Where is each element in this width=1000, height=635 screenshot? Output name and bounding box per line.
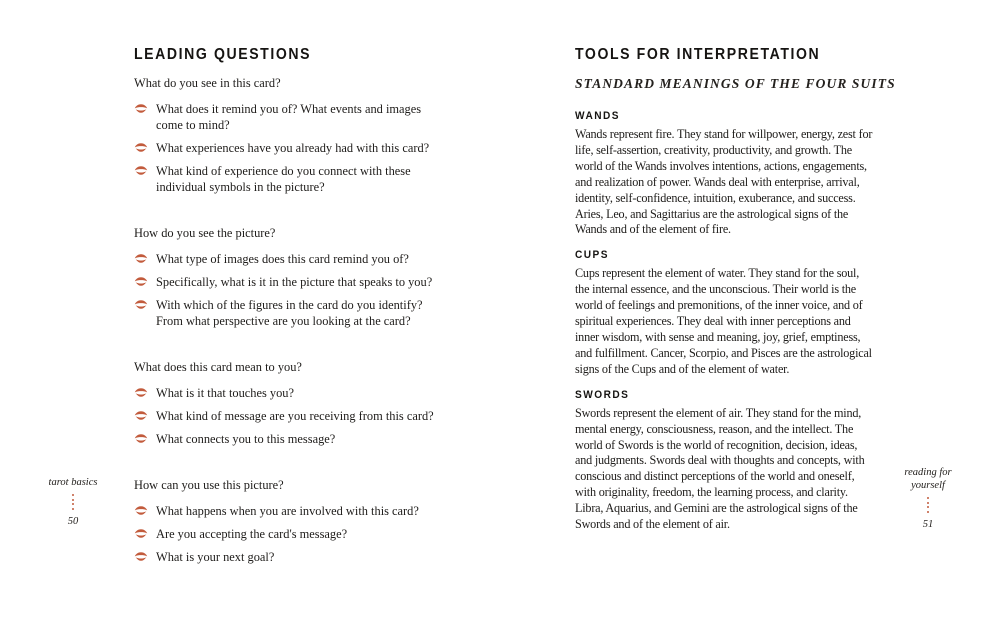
question-text: What connects you to this message? — [156, 432, 336, 446]
right-margin-footer — [886, 466, 970, 531]
list-item — [134, 274, 440, 290]
right-page-title: TOOLS FOR INTERPRETATION — [575, 46, 821, 63]
fan-bullet-icon — [134, 552, 148, 561]
question-list — [134, 101, 440, 195]
fan-bullet-icon — [134, 277, 148, 286]
question-text: Specifically, what is it in the picture that speaks to you? — [156, 275, 433, 289]
question-list — [134, 503, 440, 565]
question-text: Are you accepting the card's message? — [156, 527, 348, 541]
dotted-divider — [28, 494, 118, 510]
question-list — [134, 385, 440, 447]
question-text: What type of images does this card remind you of? — [156, 252, 409, 266]
fan-bullet-icon — [134, 506, 148, 515]
question-text: What is your next goal? — [156, 550, 275, 564]
question-text: What does it remind you of? What events and images come to mind? — [156, 102, 422, 132]
list-item — [134, 431, 440, 447]
list-item — [134, 251, 440, 267]
right-page — [575, 46, 896, 544]
suit-body-wands: Wands represent fire. They stand for willpower, energy, zest for life, self-assertion, creativity, productivity, and growth. The world of the Wands involves intentions, actions, engagements, and realization of power. Wands deal with enterprise, arrival, identity, self-confidence, intuition, exuberance, and success. Aries, Leo, and Sagittarius are the astrological signs of the Wands and of the element of fire. — [575, 127, 873, 237]
page-number: 51 — [922, 518, 934, 530]
question-text: What kind of message are you receiving from this card? — [156, 409, 434, 423]
fan-bullet-icon — [134, 104, 148, 113]
right-page-subtitle: STANDARD MEANINGS OF THE FOUR SUITS — [575, 76, 896, 91]
fan-bullet-icon — [134, 411, 148, 420]
suit-heading-wands: WANDS — [575, 110, 621, 122]
question-intro: How do you see the picture? — [134, 226, 276, 240]
dotted-divider — [886, 497, 970, 513]
left-page-title: LEADING QUESTIONS — [134, 46, 312, 63]
question-text: What is it that touches you? — [156, 386, 294, 400]
question-text: With which of the figures in the card do you identify? From what perspective are you looking at the card? — [156, 298, 423, 328]
running-head: tarot basics — [48, 477, 98, 488]
question-intro: What does this card mean to you? — [134, 360, 302, 374]
fan-bullet-icon — [134, 300, 148, 309]
list-item — [134, 526, 440, 542]
left-margin-footer — [28, 476, 118, 528]
fan-bullet-icon — [134, 388, 148, 397]
list-item — [134, 385, 440, 401]
fan-bullet-icon — [134, 254, 148, 263]
suit-heading-swords: SWORDS — [575, 388, 630, 401]
left-page — [134, 46, 440, 596]
suit-body-cups: Cups represent the element of water. They stand for the soul, the internal essence, and the unconscious. Their world is the world of feelings and premonitions, of the inner voice, and of spiritual experiences. They deal with inner perceptions and inner wisdom, with sense and meaning, joy, grief, emptiness, and fulfillment. Cancer, Scorpio, and Pisces are the astrological signs of the Cups and of the element of water. — [575, 266, 872, 376]
question-text: What kind of experience do you connect with these individual symbols in the picture? — [156, 164, 411, 194]
suit-body-swords: Swords represent the element of air. They stand for the mind, mental energy, consciousness, reason, and the intellect. The world of Swords is the world of recognition, decision, ideas, and judgments. Swords deal with thoughts and concepts, with conscious and distinct perceptions of the world and oneself, with originality, freedom, the learning process, and clarity. Libra, Aquarius, and Gemini are the astrological signs of the Swords and of the element of air. — [575, 405, 865, 532]
list-item — [134, 408, 440, 424]
page-number: 50 — [67, 515, 79, 527]
question-text: What experiences have you already had with this card? — [156, 141, 430, 155]
list-item — [134, 140, 440, 156]
question-intro: What do you see in this card? — [134, 76, 281, 90]
fan-bullet-icon — [134, 434, 148, 443]
list-item — [134, 101, 440, 133]
list-item — [134, 549, 440, 565]
fan-bullet-icon — [134, 166, 148, 175]
running-head: reading for yourself — [904, 467, 952, 491]
question-text: What happens when you are involved with this card? — [156, 504, 419, 518]
list-item — [134, 503, 440, 519]
list-item — [134, 163, 440, 195]
fan-bullet-icon — [134, 143, 148, 152]
question-list — [134, 251, 440, 329]
fan-bullet-icon — [134, 529, 148, 538]
question-intro: How can you use this picture? — [134, 478, 284, 492]
list-item — [134, 297, 440, 329]
suit-heading-cups: CUPS — [575, 249, 610, 262]
